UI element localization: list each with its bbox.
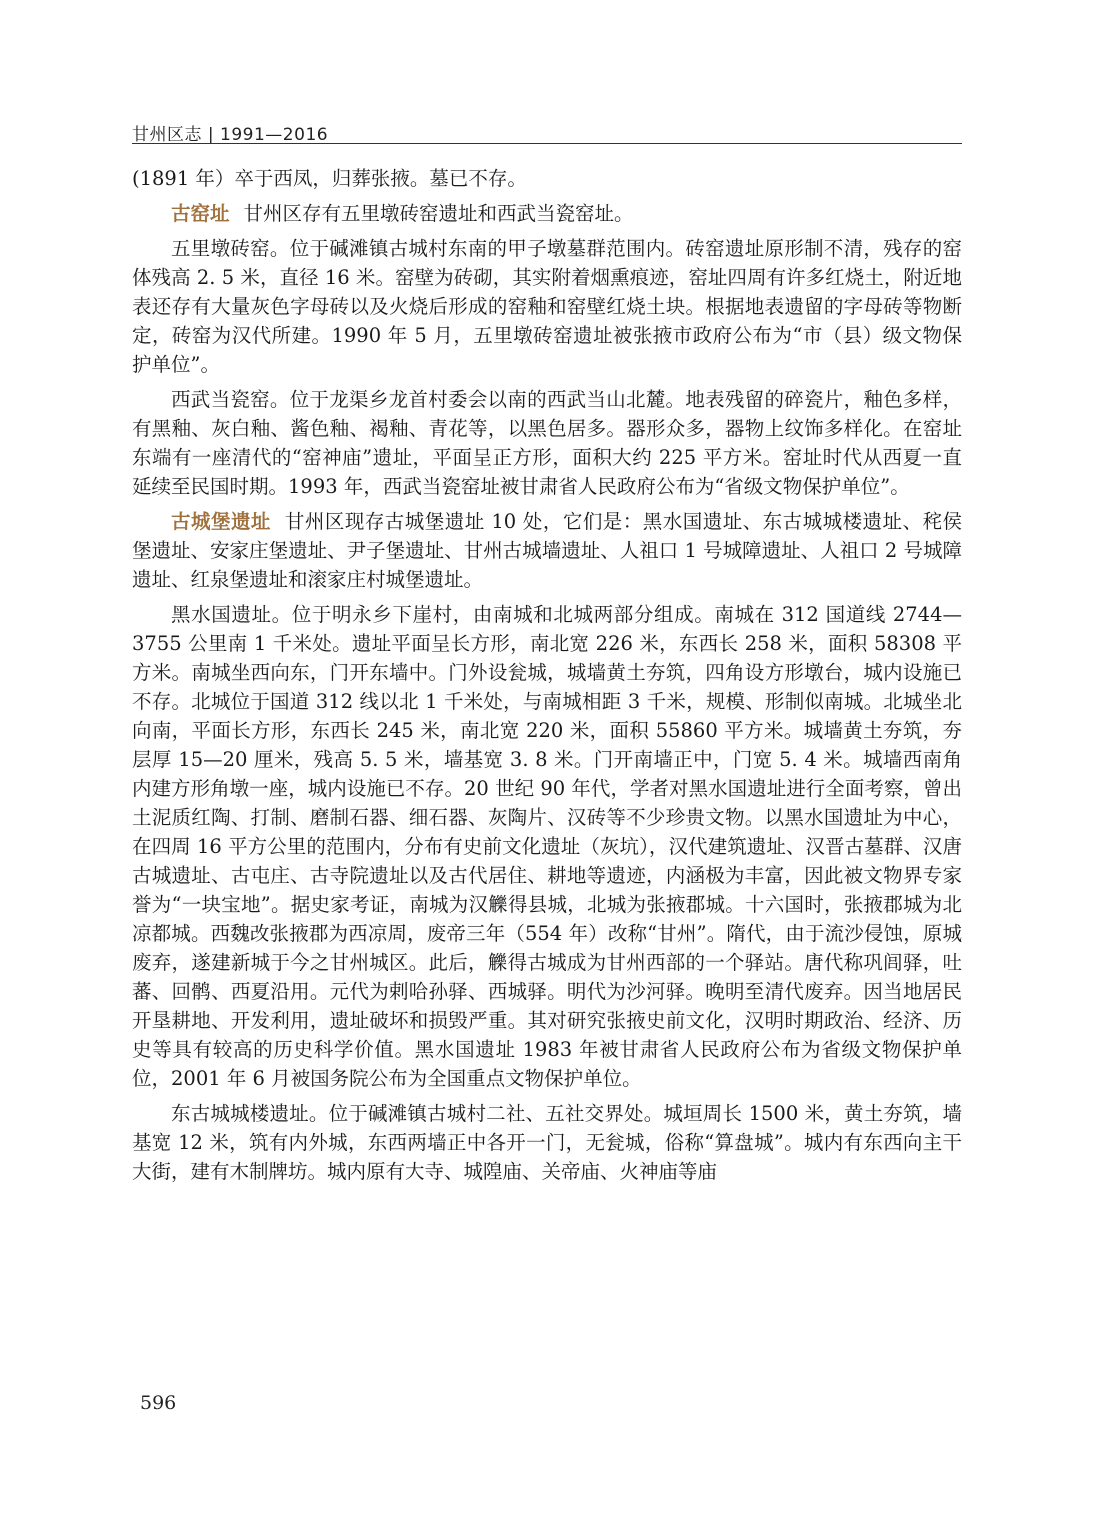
paragraph-text: 东古城城楼遗址。位于碱滩镇古城村二社、五社交界处。城垣周长 1500 米，黄土夯筑，墙基宽 12 米，筑有内外城，东西两墙正中各开一门，无瓮城，俗称“算盘城”。城内有东西向主干大街，建有木制牌坊。城内原有大寺、城隍庙、关帝庙、火神庙等庙 <box>132 1102 962 1183</box>
paragraph <box>132 234 962 379</box>
paragraph <box>132 1099 962 1186</box>
header-separator: | <box>207 125 215 145</box>
paragraph <box>132 385 962 501</box>
paragraph-text: 西武当瓷窑。位于龙渠乡龙首村委会以南的西武当山北麓。地表残留的碎瓷片，釉色多样，有黑釉、灰白釉、酱色釉、褐釉、青花等，以黑色居多。器形众多，器物上纹饰多样化。在窑址东端有一座清代的“窑神庙”遗址，平面呈正方形，面积大约 225 平方米。窑址时代从西夏一直延续至民国时期。1993 年，西武当瓷窑址被甘肃省人民政府公布为“省级文物保护单位”。 <box>132 388 962 498</box>
paragraph <box>132 199 962 228</box>
page-number: 596 <box>140 1392 177 1414</box>
paragraph-text: 黑水国遗址。位于明永乡下崖村，由南城和北城两部分组成。南城在 312 国道线 2744—3755 公里南 1 千米处。遗址平面呈长方形，南北宽 226 米，东西长 258 米，面积 58308 平方米。南城坐西向东，门开东墙中。门外设瓮城，城墙黄土夯筑，四角设方形墩台，城内设施已不存。北城位于国道 312 线以北 1 千米处，与南城相距 3 千米，规模、形制似南城。北城坐北向南，平面长方形，东西长 245 米，南北宽 220 米，面积 55860 平方米。城墙黄土夯筑，夯层厚 15—20 厘米，残高 5. 5 米，墙基宽 3. 8 米。门开南墙正中，门宽 5. 4 米。城墙西南角内建方形角墩一座，城内设施已不存。20 世纪 90 年代，学者对黑水国遗址进行全面考察，曾出土泥质红陶、打制、磨制石器、细石器、灰陶片、汉砖等不少珍贵文物。以黑水国遗址为中心，在四周 16 平方公里的范围内，分布有史前文化遗址（灰坑），汉代建筑遗址、汉晋古墓群、汉唐古城遗址、古屯庄、古寺院遗址以及古代居住、耕地等遗迹，内涵极为丰富，因此被文物界专家誉为“一块宝地”。据史家考证，南城为汉觻得县城，北城为张掖郡城。十六国时，张掖郡城为北凉都城。西魏改张掖郡为西凉周，废帝三年（554 年）改称“甘州”。隋代，由于流沙侵蚀，原城废弃，遂建新城于今之甘州城区。此后，觻得古城成为甘州西部的一个驿站。唐代称巩闾驿，吐蕃、回鹘、西夏沿用。元代为剌哈孙驿、西城驿。明代为沙河驿。晚明至清代废弃。因当地居民开垦耕地、开发利用，遗址破坏和损毁严重。其对研究张掖史前文化，汉明时期政治、经济、历史等具有较高的历史科学价值。黑水国遗址 1983 年被甘肃省人民政府公布为省级文物保护单位，2001 年 6 月被国务院公布为全国重点文物保护单位。 <box>132 603 962 1090</box>
paragraph-text: 甘州区现存古城堡遗址 10 处，它们是：黑水国遗址、东古城城楼遗址、秺侯堡遗址、安家庄堡遗址、尹子堡遗址、甘州古城墙遗址、人祖口 1 号城障遗址、人祖口 2 号城障遗址、红泉堡遗址和滚家庄村城堡遗址。 <box>132 510 962 591</box>
header-rule <box>132 143 962 144</box>
paragraph-text: 甘州区存有五里墩砖窑遗址和西武当瓷窑址。 <box>243 202 634 225</box>
paragraph <box>132 507 962 594</box>
body-text <box>132 164 962 1192</box>
header-years: 1991—2016 <box>220 125 329 145</box>
paragraph <box>132 164 962 193</box>
paragraph-text: 五里墩砖窑。位于碱滩镇古城村东南的甲子墩墓群范围内。砖窑遗址原形制不清，残存的窑体残高 2. 5 米，直径 16 米。窑壁为砖砌，其实附着烟熏痕迹，窑址四周有许多红烧土，附近地表还存有大量灰色字母砖以及火烧后形成的窑釉和窑壁红烧土块。根据地表遗留的字母砖等物断定，砖窑为汉代所建。1990 年 5 月，五里墩砖窑遗址被张掖市政府公布为“市（县）级文物保护单位”。 <box>132 237 962 376</box>
paragraph <box>132 600 962 1093</box>
running-header <box>132 120 962 145</box>
section-heading: 古城堡遗址 <box>171 510 271 533</box>
section-heading: 古窑址 <box>171 202 230 225</box>
paragraph-text: (1891 年）卒于西凤，归葬张掖。墓已不存。 <box>132 167 527 190</box>
header-book-title: 甘州区志 <box>132 125 202 145</box>
